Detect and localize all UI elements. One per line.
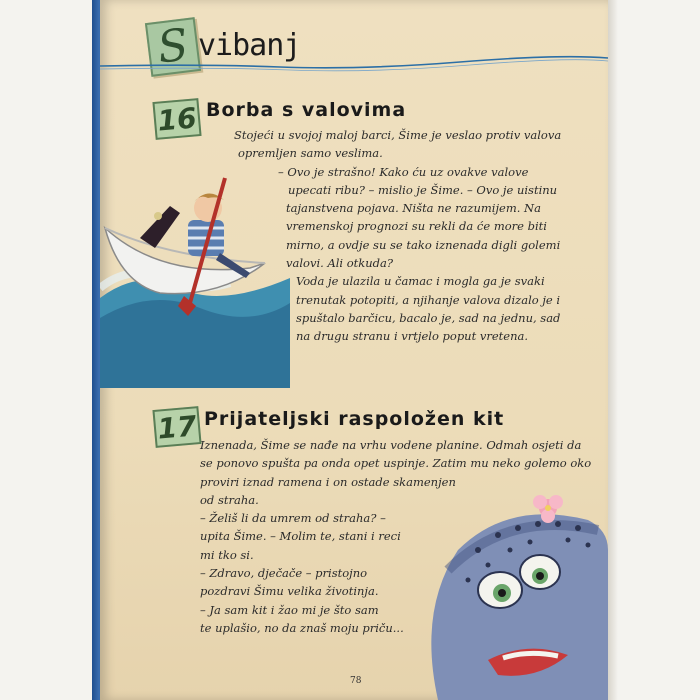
text-line: Voda je ulazila u čamac i mogla ga je svaki	[296, 274, 545, 289]
text-line: proviri iznad ramena i on ostade skamenjen	[200, 474, 456, 489]
text-line: – Ja sam kit i žao mi je što sam	[200, 602, 379, 617]
text-line: mi tko si.	[200, 547, 254, 562]
header-wave-line	[100, 50, 608, 80]
text-line: te uplašio, no da znaš moju priču...	[200, 620, 404, 635]
section-number-badge	[152, 406, 201, 448]
text-line: mirno, a ovdje su se tako iznenada digli golemi	[286, 237, 561, 252]
page-number: 78	[350, 676, 362, 686]
text-line: trenutak potopiti, a njihanje valova dizalo je i	[296, 292, 561, 307]
section-title: Borba s valovima	[206, 99, 407, 121]
text-line: se ponovo spušta pa onda opet uspinje. Zatim mu neko golemo oko	[200, 456, 592, 471]
text-line: spuštalo barčicu, bacalo je, sad na jednu, sad	[296, 310, 561, 325]
month-initial: S	[154, 19, 192, 74]
section-number: 16	[156, 100, 198, 138]
text-line: Stojeći u svojoj maloj barci, Šime je veslao protiv valova	[234, 128, 562, 142]
text-line: na drugu stranu i vrtjelo poput vretena.	[296, 329, 529, 344]
book-page	[100, 0, 608, 700]
text-line: valovi. Ali otkuda?	[286, 256, 394, 271]
text-line: – Ovo je strašno! Kako ću uz ovakve valove	[278, 164, 529, 179]
text-line: tajanstvena pojava. Ništa ne razumijem. Na	[286, 201, 541, 216]
section-number-badge	[152, 98, 201, 140]
month-title: vibanj	[198, 28, 301, 63]
section-number: 17	[156, 408, 198, 446]
text-line: opremljen samo veslima.	[238, 146, 383, 161]
text-line: Iznenada, Šime se nađe na vrhu vodene planine. Odmah osjeti da	[200, 438, 582, 452]
text-line: od straha.	[200, 492, 259, 507]
text-line: pozdravi Šimu velika životinja.	[200, 584, 379, 599]
text-line: – Želiš li da umrem od straha? –	[200, 511, 386, 526]
text-line: upita Šime. – Molim te, stani i reci	[200, 529, 401, 544]
whale-illustration	[418, 490, 608, 700]
text-line: vremenskoj prognozi su rekli da će more biti	[286, 219, 547, 234]
text-line: – Zdravo, dječače – pristojno	[200, 566, 368, 581]
text-line: upecati ribu? – mislio je Šime. – Ovo je uistinu	[288, 182, 558, 197]
section-title: Prijateljski raspoložen kit	[204, 408, 505, 430]
page-edge-shadow	[608, 0, 618, 700]
boy-in-boat-illustration	[100, 168, 290, 388]
